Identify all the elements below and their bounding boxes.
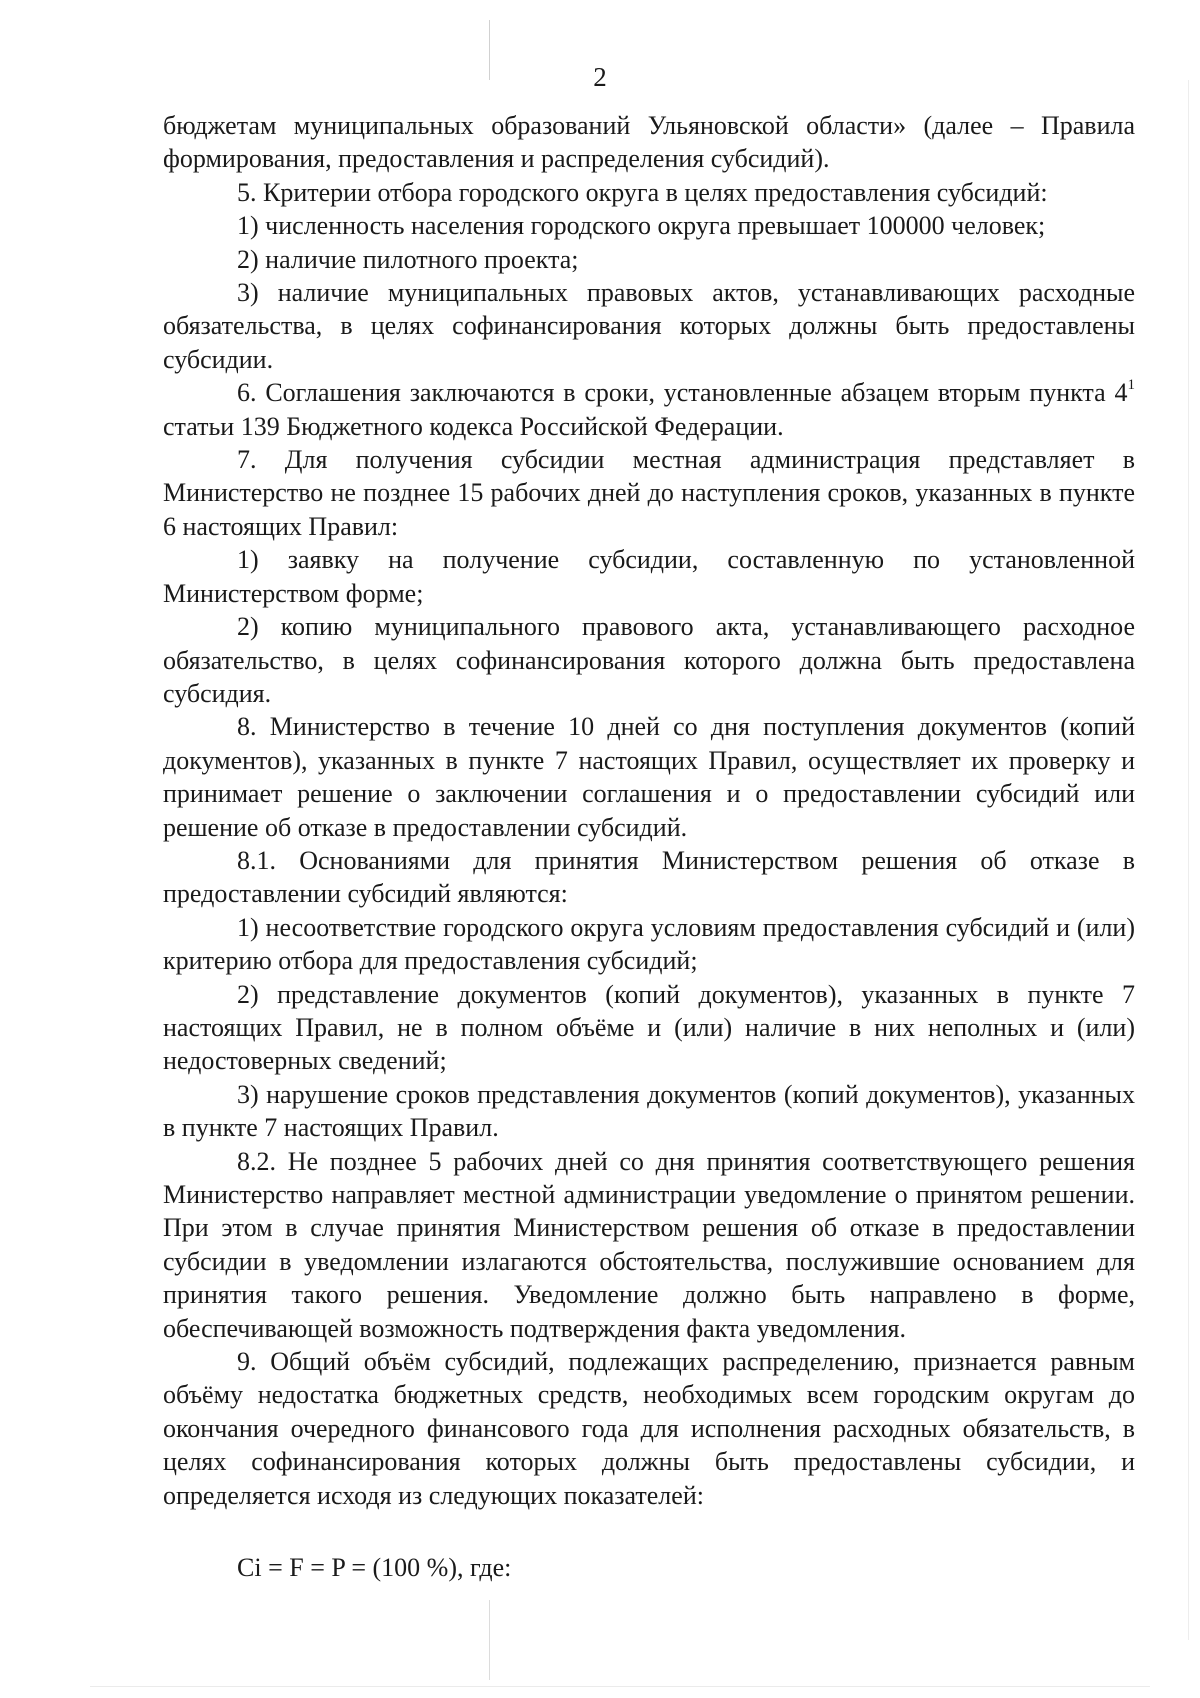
paragraph-8-1-item-2: 2) представление документов (копий документов), указанных в пункте 7 настоящих Правил, не в полном объёме и (или) наличие в них неполных и (или) недостоверных сведений; — [163, 979, 1135, 1076]
paragraph-6-text-before: 6. Соглашения заключаются в сроки, установленные абзацем вторым пункта 4 — [237, 378, 1128, 408]
paragraph-8-review: 8. Министерство в течение 10 дней со дня поступления документов (копий документов), указанных в пункте 7 настоящих Правил, осуществляет их проверку и принимает решение о заключении соглашения и о предоставлении субсидий или решение об отказе в предоставлении субсидий. — [163, 712, 1135, 842]
scan-mark-bottom — [489, 1600, 490, 1680]
paragraph-7-item-2: 2) копию муниципального правового акта, устанавливающего расходное обязательство, в целях софинансирования которого должна быть предоставлена субсидия. — [163, 612, 1135, 708]
scan-mark-right — [1188, 80, 1189, 1640]
paragraph-8-1-grounds: 8.1. Основаниями для принятия Министерством решения об отказе в предоставлении субсидий являются: — [163, 845, 1135, 909]
paragraph-criterion-2: 2) наличие пилотного проекта; — [237, 244, 579, 274]
body-text — [163, 109, 1135, 1512]
paragraph-continuation: бюджетам муниципальных образований Ульяновской области» (далее – Правила формирования, предоставления и распределения субсидий). — [163, 111, 1135, 174]
scan-mark-bottom-edge — [90, 1686, 1150, 1687]
paragraph-6-agreements — [163, 376, 1135, 443]
paragraph-criteria-heading: 5. Критерии отбора городского округа в целях предоставления субсидий: — [237, 177, 1048, 207]
paragraph-6-superscript: 1 — [1127, 377, 1135, 394]
paragraph-criterion-3: 3) наличие муниципальных правовых актов, устанавливающих расходные обязательства, в целях софинансирования которых должны быть предоставлены субсидии. — [163, 278, 1135, 374]
paragraph-6-text-after: статьи 139 Бюджетного кодекса Российской Федерации. — [163, 411, 784, 441]
paragraph-8-1-item-3: 3) нарушение сроков представления документов (копий документов), указанных в пункте 7 настоящих Правил. — [163, 1079, 1135, 1143]
paragraph-8-1-item-1: 1) несоответствие городского округа условиям предоставления субсидий и (или) критерию отбора для предоставления субсидий; — [163, 912, 1135, 976]
paragraph-7-item-1: 1) заявку на получение субсидии, составленную по установленной Министерством форме; — [163, 545, 1135, 608]
paragraph-9-total-volume: 9. Общий объём субсидий, подлежащих распределению, признается равным объёму недостатка бюджетных средств, необходимых всем городским округам до окончания очередного финансового года для исполнения расходных обязательств, в целях софинансирования которых должны быть предоставлены субсидии, и определяется исходя из следующих показателей: — [163, 1347, 1135, 1510]
paragraph-8-2-notification: 8.2. Не позднее 5 рабочих дней со дня принятия соответствующего решения Министерство направляет местной администрации уведомление о принятом решении. При этом в случае принятия Министерством решения об отказе в предоставлении субсидии в уведомлении излагаются обстоятельства, послужившие основанием для принятия такого решения. Уведомление должно быть направлено в форме, обеспечивающей возможность подтверждения факта уведомления. — [163, 1146, 1135, 1343]
formula: Ci = F = P = (100 %), где: — [237, 1553, 512, 1582]
page-number: 2 — [593, 62, 607, 92]
paragraph-criterion-1: 1) численность населения городского округа превышает 100000 человек; — [237, 211, 1046, 241]
scan-mark-top — [489, 20, 490, 80]
paragraph-7-submission: 7. Для получения субсидии местная администрация представляет в Министерство не позднее 15 рабочих дней до наступления сроков, указанных в пункте 6 настоящих Правил: — [163, 445, 1135, 541]
